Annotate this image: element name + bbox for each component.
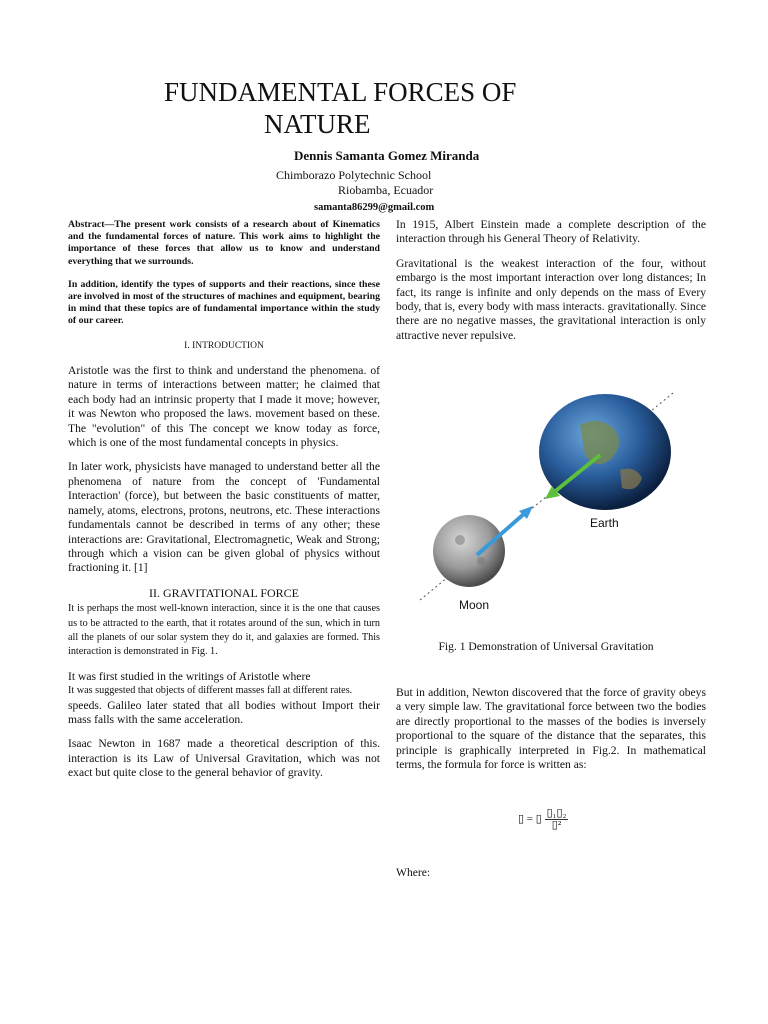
gravity-paragraph-2a: It was first studied in the writings of Aristotle where [68, 669, 311, 683]
intro-paragraph-1: Aristotle was the first to think and understand the phenomena. of nature in terms of interactions between matter; he claimed that each body had an intrinsic property that I made it move; however, it was Newton who proposed the laws. movement based on these. The "evolution" of this The concept we know today as force, which is one of the most fundamental concepts in physics. [68, 364, 380, 450]
section-heading-gravitational: II. GRAVITATIONAL FORCE [148, 585, 300, 600]
figure-universal-gravitation [415, 385, 680, 615]
figure-caption: Fig. 1 Demonstration of Universal Gravitation [438, 640, 654, 653]
gravity-paragraph-2c: speeds. Galileo later stated that all bodies without Import their mass falls with the same acceleration. [68, 698, 380, 726]
abstract [68, 219, 380, 328]
affiliation-school: Chimborazo Polytechnic School [276, 168, 432, 182]
formula-lhs: ▯ = ▯ [518, 813, 542, 826]
gravitation-formula [518, 808, 568, 831]
earth-label: Earth [590, 516, 619, 530]
affiliation-city: Riobamba, Ecuador [338, 183, 434, 197]
weakest-interaction-paragraph: Gravitational is the weakest interaction of the four, without embargo is the most important interaction over long distances; In fact, its range is infinite and only depends on the mass of Every body, that is, every body with mass interacts. gravitationally. Since there are no negative masses, the gravitational interaction is only attractive never repulsive. [396, 256, 706, 342]
gravitation-illustration [415, 385, 680, 615]
section-heading-introduction: I. INTRODUCTION [184, 340, 264, 351]
einstein-paragraph: In 1915, Albert Einstein made a complete description of the interaction through his General Theory of Relativity. [396, 218, 706, 246]
moon-crater [455, 535, 465, 545]
title-line-1: FUNDAMENTAL FORCES OF [164, 77, 517, 107]
moon-crater-2 [477, 557, 485, 565]
newton-law-paragraph: But in addition, Newton discovered that the force of gravity obeys a very simple law. The gravitational force between two the bodies are directly proportional to the masses of the bodies is inversely proportional to the square of the distance that the separates, this principle is graphically interpreted in Fig.2. In mathematical terms, the formula for force is written as: [396, 686, 706, 772]
title-line-2: NATURE [264, 109, 371, 139]
paper-title [164, 76, 584, 140]
where-label: Where: [396, 866, 431, 879]
formula-fraction [545, 808, 569, 831]
abstract-paragraph-2: In addition, identify the types of supports and their reactions, since these are involved in most of the structures of machines and equipment, bearing in mind that these topics are of fundamental importance within the study of our career. [68, 278, 380, 327]
author-email: samanta86299@gmail.com [314, 202, 435, 213]
intro-paragraph-2: In later work, physicists have managed to understand better all the phenomena of nature from the concept of 'Fundamental Interaction' (force), but between the basic constituents of matter, namely, atoms, electrons, protons, neutrons, etc. These interactions fundamentals cannot be described in terms of any other; these interactions are: Gravitational, Electromagnetic, Weak and Strong; through which a vision can be given global of physics without fractioning it. [1] [68, 460, 380, 575]
gravity-paragraph-1: It is perhaps the most well-known interaction, since it is the one that causes us to be attracted to the earth, that it rotates around of the sun, which in turn all the planets of our solar system they do it, and galaxies are formed. This interaction is demonstrated in Fig. 1. [68, 603, 380, 658]
author-name: Dennis Samanta Gomez Miranda [294, 148, 480, 163]
gravity-paragraph-2b: It was suggested that objects of different masses fall at different rates. [68, 685, 353, 697]
formula-denominator: ▯² [551, 819, 562, 831]
gravity-paragraph-3: Isaac Newton in 1687 made a theoretical description of this. interaction is its Law of Universal Gravitation, which was not exact but quite close to the general behavior of gravity. [68, 737, 380, 780]
moon-sphere [433, 515, 505, 587]
formula-numerator: ▯₁▯₂ [546, 807, 567, 819]
right-column [396, 218, 706, 353]
right-column-lower [396, 686, 706, 782]
moon-label: Moon [459, 598, 490, 612]
abstract-paragraph-1: Abstract—The present work consists of a research about of Kinematics and the fundamental forces of nature. This work aims to highlight the importance of these forces that allow us to know and understand everything that we surrounds. [68, 219, 380, 267]
left-column [68, 219, 380, 791]
